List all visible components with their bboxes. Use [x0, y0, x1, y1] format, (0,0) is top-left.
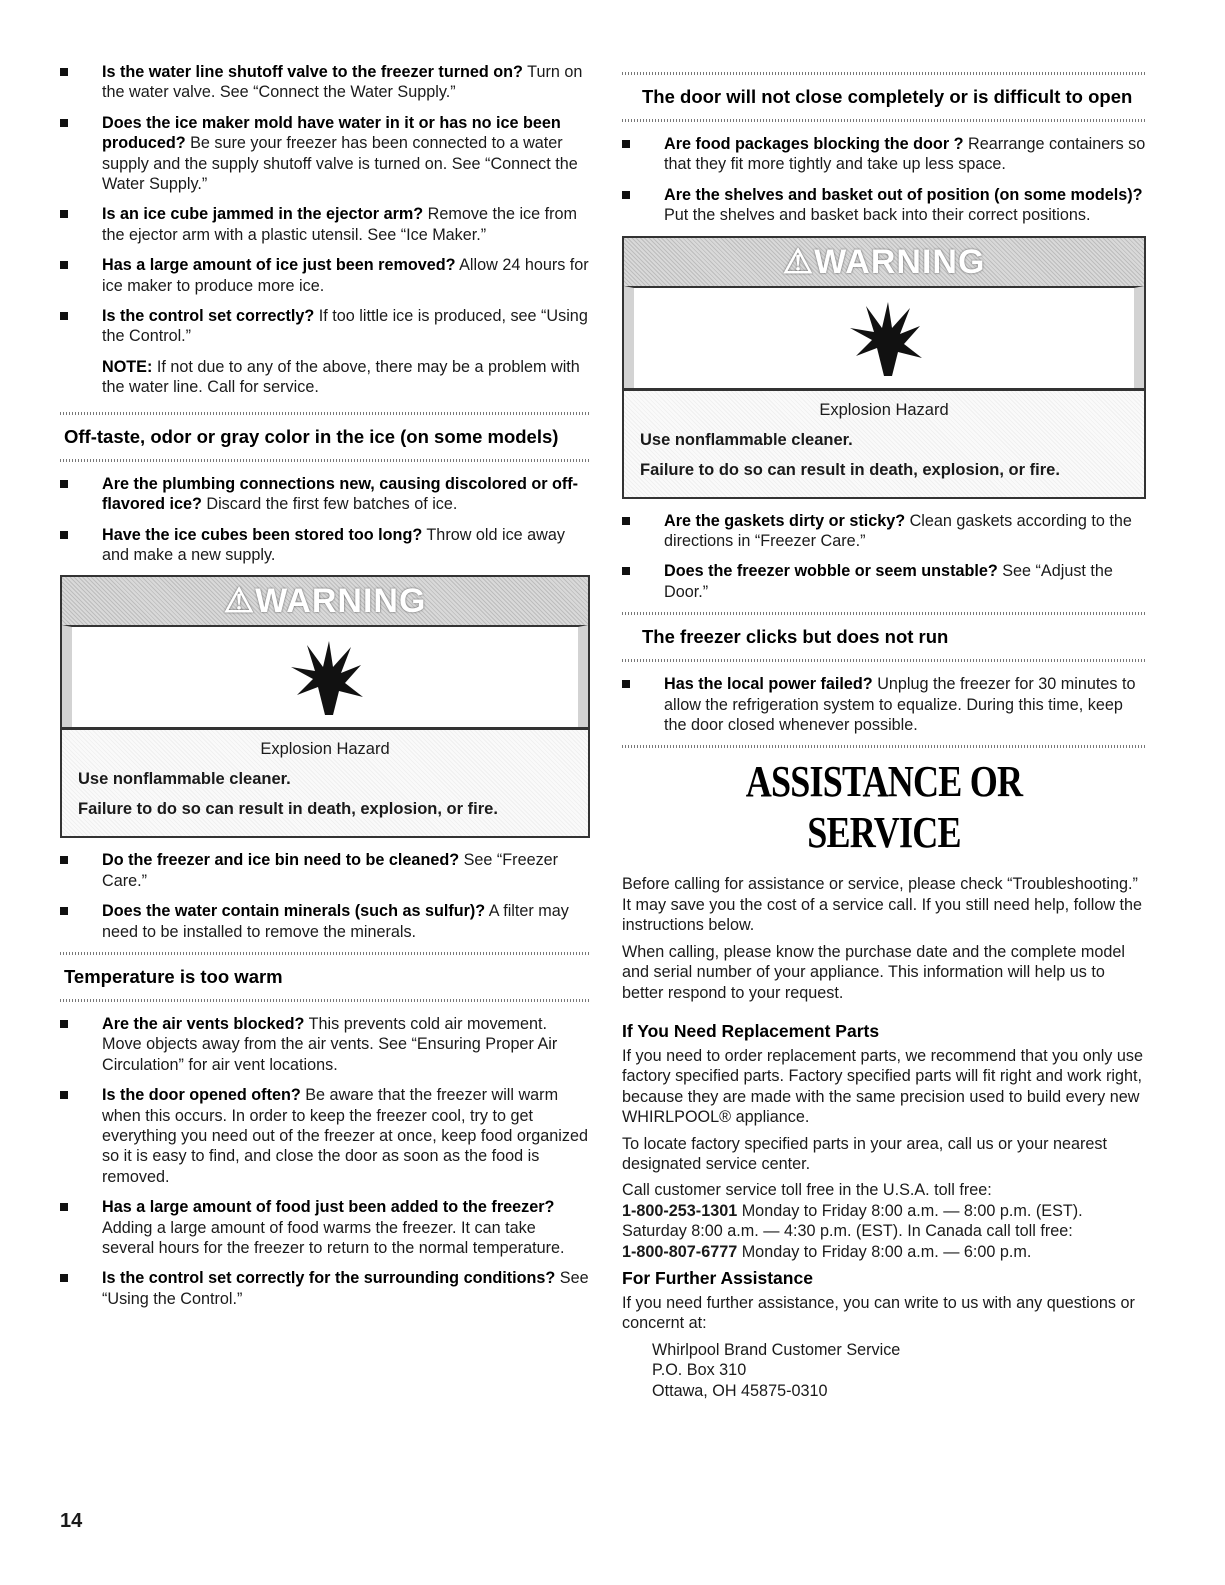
divider	[622, 659, 1146, 662]
divider	[60, 952, 590, 955]
bullet-icon	[60, 1020, 68, 1028]
left-list-2	[60, 474, 590, 566]
item-answer: A filter may need to be installed to remove the minerals.	[102, 902, 569, 941]
explosion-icon-area	[624, 286, 1144, 388]
warning-box-left	[60, 575, 590, 838]
item-answer: See “Freezer Care.”	[102, 851, 559, 890]
list-item	[622, 185, 1146, 226]
item-question: Are the plumbing connections new, causing discolored or off-flavored ice?	[102, 474, 579, 514]
list-item	[60, 525, 590, 566]
bullet-icon	[622, 191, 630, 199]
warning-banner	[62, 577, 588, 625]
section-heading-door: The door will not close completely or is difficult to open	[642, 86, 1133, 107]
list-item	[622, 674, 1146, 735]
item-answer: If too little ice is produced, see “Using the Control.”	[102, 307, 588, 346]
item-answer: Allow 24 hours for ice maker to produce more ice.	[102, 256, 589, 295]
item-question: Is the control set correctly?	[102, 307, 315, 326]
list-item	[60, 113, 590, 195]
bullet-icon	[622, 567, 630, 575]
address-line: Whirlpool Brand Customer Service	[652, 1340, 901, 1359]
paragraph: Before calling for assistance or service, please check “Troubleshooting.” It may save you the cost of a service call. If you still need help, follow the instructions below.	[622, 875, 1143, 935]
right-column	[622, 62, 1146, 1401]
item-answer: See “Adjust the Door.”	[664, 562, 1113, 601]
item-answer: Be sure your freezer has been connected to a water supply and the supply shutoff valve is turned on. See “Connect the Water Supply.”	[102, 134, 578, 194]
list-item	[622, 511, 1146, 552]
item-answer: Throw old ice away and make a new supply.	[102, 525, 565, 564]
list-item	[60, 62, 590, 103]
phone-hours-canada: Monday to Friday 8:00 a.m. — 6:00 p.m.	[737, 1242, 1032, 1261]
warning-line-1: Use nonflammable cleaner.	[78, 770, 291, 789]
list-item	[622, 561, 1146, 602]
subheading-replacement-parts: If You Need Replacement Parts	[622, 1020, 880, 1041]
address-line: Ottawa, OH 45875-0310	[652, 1381, 828, 1400]
paragraph: When calling, please know the purchase date and the complete model and serial number of your appliance. This information will help us to better respond to your request.	[622, 942, 1126, 1002]
item-answer: Adding a large amount of food warms the freezer. It can take several hours for the freezer to return to the normal temperature.	[102, 1218, 565, 1257]
item-question: Do the freezer and ice bin need to be cleaned?	[102, 851, 460, 870]
list-item	[60, 850, 590, 891]
item-question: Has a large amount of food just been added to the freezer?	[102, 1198, 555, 1217]
phone-number-us: 1-800-253-1301	[622, 1201, 738, 1220]
warning-line-2: Failure to do so can result in death, explosion, or fire.	[640, 460, 1060, 479]
bullet-icon	[60, 480, 68, 488]
item-question: Is the water line shutoff valve to the freezer turned on?	[102, 63, 523, 81]
item-question: Are food packages blocking the door ?	[664, 135, 964, 153]
bullet-icon	[60, 1091, 68, 1099]
right-list-2	[622, 511, 1146, 603]
left-list-1	[60, 62, 590, 347]
bullet-icon	[60, 1274, 68, 1282]
hazard-label: Explosion Hazard	[260, 740, 390, 759]
divider	[622, 612, 1146, 615]
note-text: If not due to any of the above, there may be a problem with the water line. Call for service.	[102, 357, 580, 397]
list-item	[60, 1197, 590, 1258]
divider	[622, 745, 1146, 748]
warning-text	[62, 727, 588, 836]
bullet-icon	[622, 680, 630, 688]
item-question: Are the gaskets dirty or sticky?	[664, 511, 906, 530]
explosion-icon	[285, 637, 365, 717]
phone-number-canada: 1-800-807-6777	[622, 1242, 738, 1261]
assistance-title: ASSISTANCE OR SERVICE	[745, 757, 1023, 858]
divider	[622, 119, 1146, 122]
explosion-icon-area	[62, 625, 588, 727]
warning-title: ⚠WARNING	[782, 242, 986, 281]
item-question: Has the local power failed?	[664, 675, 873, 694]
section-heading-clicks: The freezer clicks but does not run	[642, 626, 949, 648]
explosion-icon	[844, 298, 924, 378]
list-item	[622, 134, 1146, 175]
item-question: Is the control set correctly for the surrounding conditions?	[102, 1269, 556, 1288]
item-question: Does the ice maker mold have water in it or has no ice been produced?	[102, 113, 561, 153]
divider	[60, 459, 590, 462]
bullet-icon	[60, 261, 68, 269]
bullet-icon	[60, 856, 68, 864]
note-label: NOTE:	[102, 357, 153, 376]
list-item	[60, 255, 590, 296]
item-question: Has a large amount of ice just been removed?	[102, 256, 456, 275]
list-item	[60, 1268, 590, 1309]
phone-hours-us: Monday to Friday 8:00 a.m. — 8:00 p.m. (EST). Saturday 8:00 a.m. — 4:30 p.m. (EST). In Canada call toll free:	[622, 1201, 1083, 1241]
bullet-icon	[60, 312, 68, 320]
paragraph: If you need to order replacement parts, we recommend that you only use factory specified parts. Factory specified parts will fit right and work right, because they are made with the same precision used to build every new WHIRLPOOL® appliance.	[622, 1046, 1143, 1127]
bullet-icon	[60, 119, 68, 127]
right-list-1	[622, 134, 1146, 226]
item-answer: See “Using the Control.”	[102, 1269, 589, 1308]
warning-line-2: Failure to do so can result in death, explosion, or fire.	[78, 800, 498, 819]
item-answer: Remove the ice from the ejector arm with a plastic utensil. See “Ice Maker.”	[102, 205, 578, 244]
paragraph: If you need further assistance, you can write to us with any questions or concernt at:	[622, 1293, 1135, 1333]
list-item	[60, 1014, 590, 1075]
bullet-icon	[60, 210, 68, 218]
note	[60, 357, 590, 398]
bullet-icon	[60, 907, 68, 915]
paragraph: To locate factory specified parts in your area, call us or your nearest designated service center.	[622, 1134, 1107, 1173]
left-list-3	[60, 850, 590, 942]
list-item	[60, 306, 590, 347]
divider	[60, 999, 590, 1002]
bullet-icon	[60, 68, 68, 76]
bullet-icon	[622, 140, 630, 148]
hazard-label: Explosion Hazard	[819, 400, 949, 419]
warning-box-right	[622, 236, 1146, 499]
address-line: P.O. Box 310	[652, 1361, 747, 1380]
item-answer: This prevents cold air movement. Move objects away from the air vents. See “Ensuring Proper Air Circulation” for air vent locations.	[102, 1014, 558, 1074]
item-answer: Discard the first few batches of ice.	[201, 495, 458, 514]
item-answer: Clean gaskets according to the directions in “Freezer Care.”	[664, 511, 1132, 551]
page-number: 14	[60, 1510, 83, 1532]
list-item	[60, 1085, 590, 1187]
list-item	[60, 204, 590, 245]
item-question: Are the shelves and basket out of position (on some models)?	[664, 185, 1143, 204]
item-question: Have the ice cubes been stored too long?	[102, 525, 423, 544]
item-question: Is the door opened often?	[102, 1086, 301, 1105]
item-answer: Rearrange containers so that they fit more tightly and take up less space.	[664, 135, 1146, 174]
item-question: Are the air vents blocked?	[102, 1014, 305, 1033]
left-list-4	[60, 1014, 590, 1309]
subheading-further-assistance: For Further Assistance	[622, 1267, 813, 1288]
bullet-icon	[60, 1203, 68, 1211]
item-question: Does the water contain minerals (such as sulfur)?	[102, 902, 486, 921]
item-answer: Be aware that the freezer will warm when this occurs. In order to keep the freezer cool, try to get everything you need out of the freezer at once, keep food organized so it is easy to find, and close the door as soon as the food is removed.	[102, 1086, 588, 1186]
mailing-address	[622, 1340, 1146, 1401]
left-column	[60, 62, 590, 1319]
warning-line-1: Use nonflammable cleaner.	[640, 430, 853, 449]
warning-text	[624, 388, 1144, 497]
item-answer: Put the shelves and basket back into their correct positions.	[664, 206, 1091, 225]
item-answer: Turn on the water valve. See “Connect the Water Supply.”	[102, 63, 583, 102]
divider	[622, 72, 1146, 75]
bullet-icon	[622, 517, 630, 525]
item-question: Does the freezer wobble or seem unstable?	[664, 562, 998, 581]
item-question: Is an ice cube jammed in the ejector arm?	[102, 205, 424, 224]
bullet-icon	[60, 531, 68, 539]
section-heading-off-taste: Off-taste, odor or gray color in the ice (on some models)	[64, 425, 559, 447]
phone-paragraph	[622, 1180, 1146, 1262]
list-item	[60, 474, 590, 515]
warning-title: ⚠WARNING	[223, 582, 427, 621]
section-heading-temperature: Temperature is too warm	[64, 965, 283, 987]
phone-intro: Call customer service toll free in the U.S.A. toll free:	[622, 1181, 992, 1200]
warning-banner	[624, 238, 1144, 286]
right-list-3	[622, 674, 1146, 735]
list-item	[60, 901, 590, 942]
item-answer: Unplug the freezer for 30 minutes to allow the refrigeration system to equalize. During this time, keep the door closed whenever possible.	[664, 675, 1136, 735]
divider	[60, 412, 590, 415]
